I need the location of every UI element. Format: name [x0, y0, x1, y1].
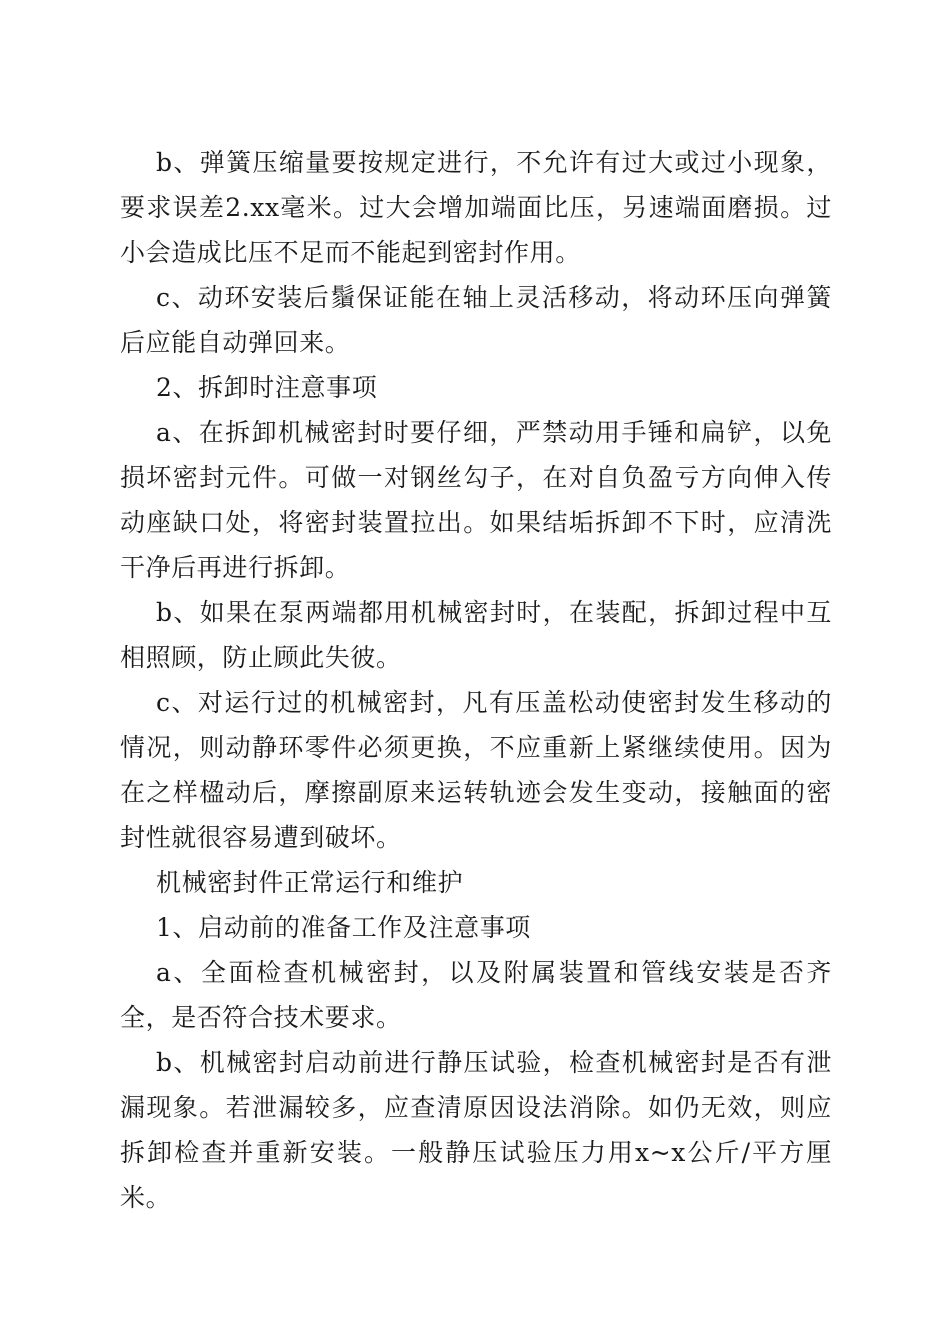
paragraph-both-ends: b、如果在泵两端都用机械密封时，在装配，拆卸过程中互相照顾，防止顾此失彼。	[120, 598, 832, 672]
paragraph-static-test: b、机械密封启动前进行静压试验，检查机械密封是否有泄漏现象。若泄漏较多，应查清原因设法消除。如仍无效，则应拆卸检查并重新安装。一般静压试验压力用x~x公斤/平方厘米。	[120, 1048, 832, 1212]
paragraph-moving-ring: c、动环安装后鬚保证能在轴上灵活移动，将动环压向弹簧后应能自动弹回来。	[120, 283, 832, 357]
section-heading-startup: 1、启动前的准备工作及注意事项	[156, 913, 531, 942]
paragraph-disassembly-care: a、在拆卸机械密封时要仔细，严禁动用手锤和扁铲，以免损坏密封元件。可做一对钢丝勾子，在对自负盈亏方向伸入传动座缺口处，将密封装置拉出。如果结垢拆卸不下时，应清洗干净后再进行拆卸。	[120, 418, 832, 582]
section-title-operation: 机械密封件正常运行和维护	[156, 868, 464, 897]
document-page	[120, 140, 832, 1220]
section-heading-disassembly: 2、拆卸时注意事项	[156, 373, 378, 402]
paragraph-inspection: a、全面检查机械密封，以及附属装置和管线安装是否齐全，是否符合技术要求。	[120, 958, 832, 1032]
paragraph-spring-compression: b、弹簧压缩量要按规定进行，不允许有过大或过小现象，要求误差2.xx毫米。过大会增加端面比压，另速端面磨损。过小会造成比压不足而不能起到密封作用。	[120, 148, 832, 267]
paragraph-used-seal: c、对运行过的机械密封，凡有压盖松动使密封发生移动的情况，则动静环零件必须更换，不应重新上紧继续使用。因为在之样楹动后，摩擦副原来运转轨迹会发生变动，接触面的密封性就很容易遭到破坏。	[120, 688, 832, 852]
